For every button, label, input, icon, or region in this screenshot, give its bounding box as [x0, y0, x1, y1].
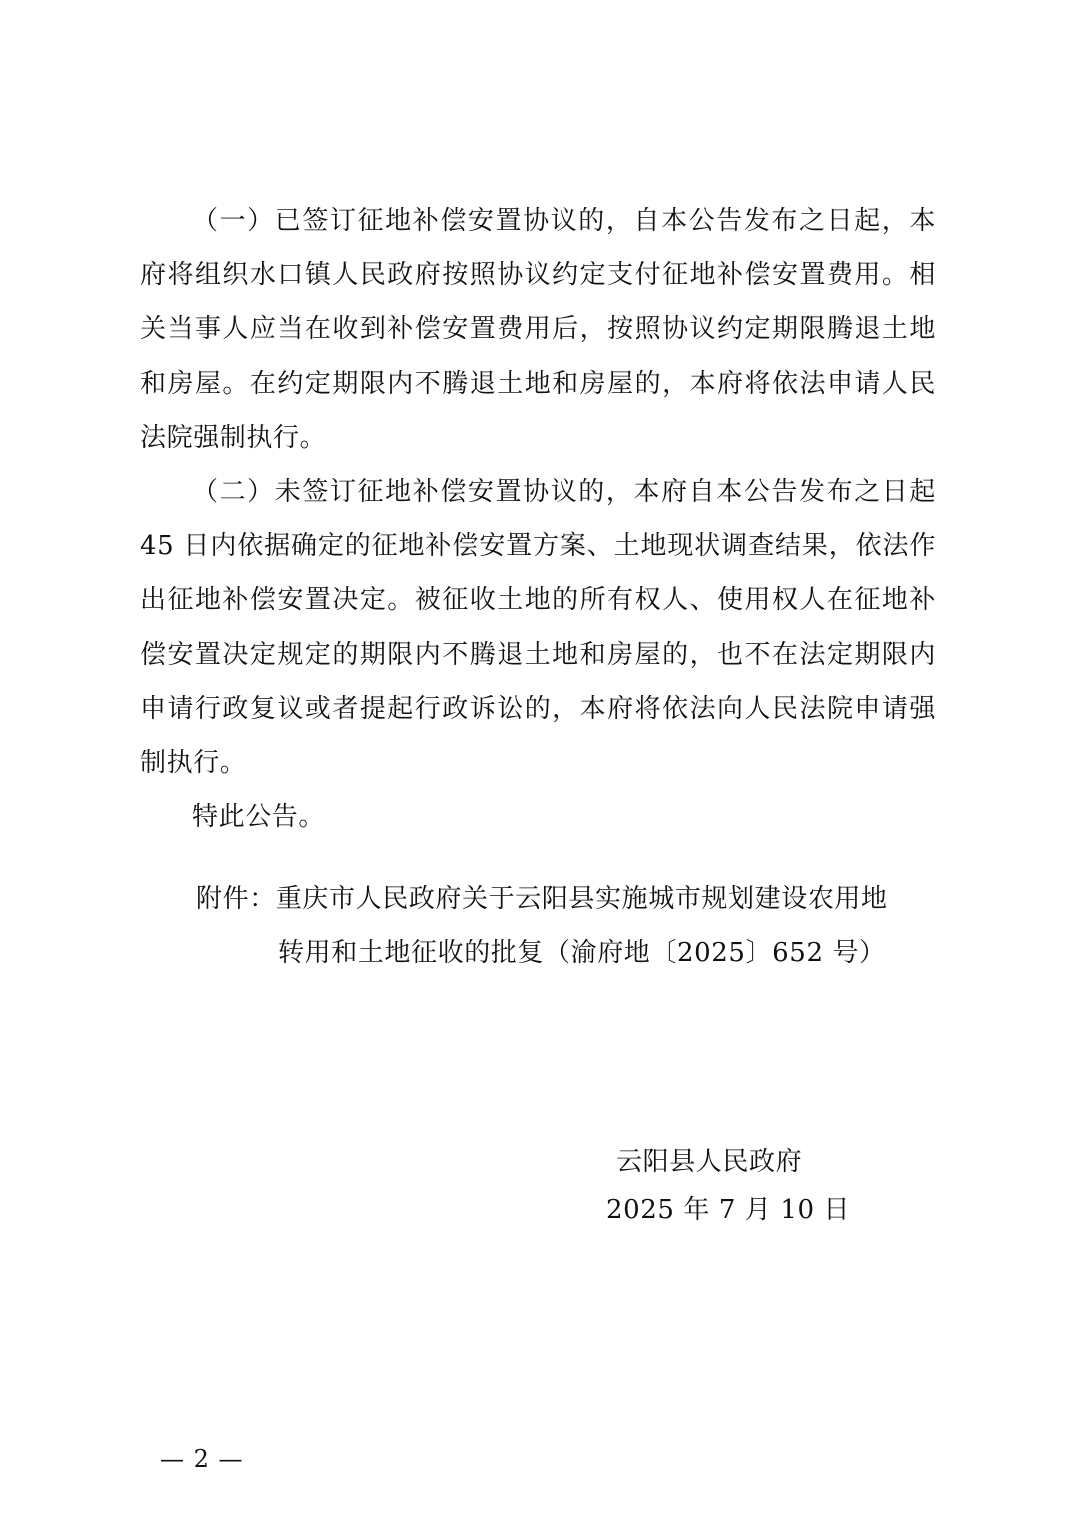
closing-statement: 特此公告。 — [192, 802, 326, 833]
signature-block — [606, 1138, 866, 1234]
issue-date: 2025 年 7 月 10 日 — [606, 1195, 851, 1225]
attachment-label: 附件： — [196, 884, 276, 914]
attachment-title-part-1: 重庆市人民政府关于云阳县实施城市规划建设农用地 — [275, 884, 888, 914]
body-text — [140, 194, 936, 844]
paragraph-unsigned-agreement: （二）未签订征地补偿安置协议的，本府自本公告发布之日起 45 日内依据确定的征地补偿安置方案、土地现状调查结果，依法作出征地补偿安置决定。被征收土地的所有权人、使用权人在征地补偿安置决定规定的期限内不腾退土地和房屋的，也不在法定期限内申请行政复议或者提起行政诉讼的，本府将依法向人民法院申请强制执行。 — [140, 477, 936, 779]
attachment-title-part-2: 转用和土地征收的批复（渝府地〔2025〕652 号） — [278, 938, 886, 968]
paragraph-signed-agreement: （一）已签订征地补偿安置协议的，自本公告发布之日起，本府将组织水口镇人民政府按照协议约定支付征地补偿安置费用。相关当事人应当在收到补偿安置费用后，按照协议约定期限腾退土地和房屋。在约定期限内不腾退土地和房屋的，本府将依法申请人民法院强制执行。 — [140, 206, 936, 453]
attachment-note — [196, 872, 938, 980]
attachment-line-1 — [196, 872, 938, 926]
page-number: — 2 — — [160, 1445, 244, 1473]
issuing-organization: 云阳县人民政府 — [616, 1147, 803, 1177]
